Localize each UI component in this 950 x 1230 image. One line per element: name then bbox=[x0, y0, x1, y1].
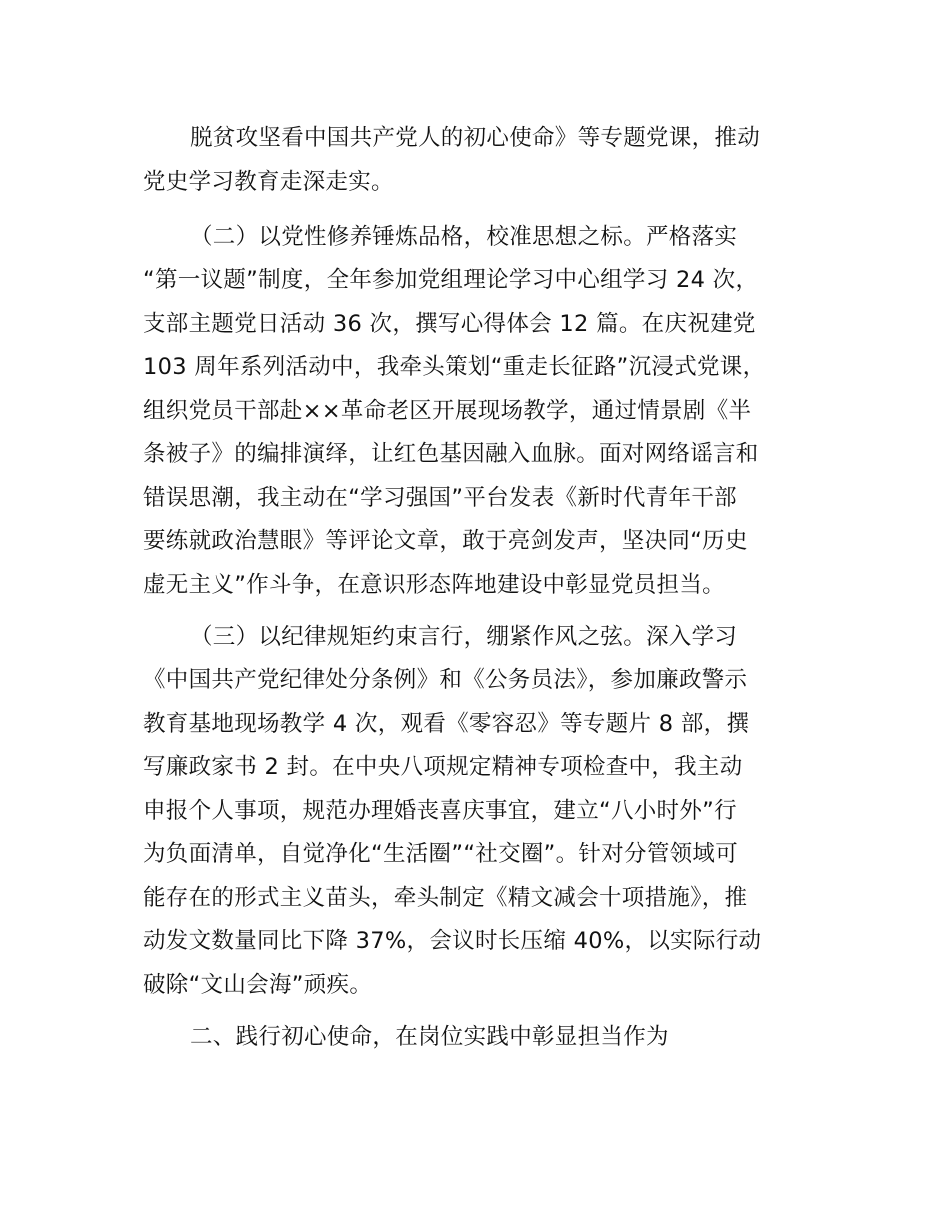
paragraph-line: 错误思潮，我主动在“学习强国”平台发表《新时代青年干部 bbox=[143, 485, 737, 511]
paragraph-line: “第一议题”制度，全年参加党组理论学习中心组学习 24 次， bbox=[143, 267, 759, 293]
section-heading-line: （二）以党性修养锤炼品格，校准思想之标。严格落实 bbox=[190, 224, 738, 250]
paragraph-line: 教育基地现场教学 4 次，观看《零容忍》等专题片 8 部，撰 bbox=[143, 711, 750, 737]
paragraph-line: 脱贫攻坚看中国共产党人的初心使命》等专题党课，推动 bbox=[190, 125, 761, 151]
chapter-heading-line: 二、践行初心使命，在岗位实践中彰显担当作为 bbox=[190, 1024, 669, 1050]
paragraph-line: 支部主题党日活动 36 次，撰写心得体会 12 篇。在庆祝建党 bbox=[143, 311, 756, 337]
paragraph-line: 破除“文山会海”顽疾。 bbox=[143, 972, 373, 998]
paragraph-line: 动发文数量同比下降 37%，会议时长压缩 40%，以实际行动 bbox=[143, 928, 762, 954]
paragraph-line: 《中国共产党纪律处分条例》和《公务员法》，参加廉政警示 bbox=[143, 667, 748, 693]
paragraph-line: 要练就政治慧眼》等评论文章，敢于亮剑发声，坚决同“历史 bbox=[143, 528, 748, 554]
paragraph-line: 能存在的形式主义苗头，牵头制定《精文减会十项措施》，推 bbox=[143, 885, 748, 911]
paragraph-line: 条被子》的编排演绎，让红色基因融入血脉。面对网络谣言和 bbox=[143, 441, 759, 467]
paragraph-line: 为负面清单，自觉净化“生活圈”“社交圈”。针对分管领域可 bbox=[143, 841, 739, 867]
paragraph-line: 虚无主义”作斗争，在意识形态阵地建设中彰显党员担当。 bbox=[143, 572, 725, 598]
section-heading-line: （三）以纪律规矩约束言行，绷紧作风之弦。深入学习 bbox=[190, 624, 738, 650]
paragraph-line: 党史学习教育走深走实。 bbox=[143, 169, 394, 195]
paragraph-line: 写廉政家书 2 封。在中央八项规定精神专项检查中，我主动 bbox=[143, 754, 743, 780]
paragraph-line: 103 周年系列活动中，我牵头策划“重走长征路”沉浸式党课， bbox=[143, 354, 766, 380]
paragraph-line: 组织党员干部赴××革命老区开展现场教学，通过情景剧《半 bbox=[143, 398, 752, 424]
paragraph-line: 申报个人事项，规范办理婚丧喜庆事宜，建立“八小时外”行 bbox=[143, 798, 737, 824]
